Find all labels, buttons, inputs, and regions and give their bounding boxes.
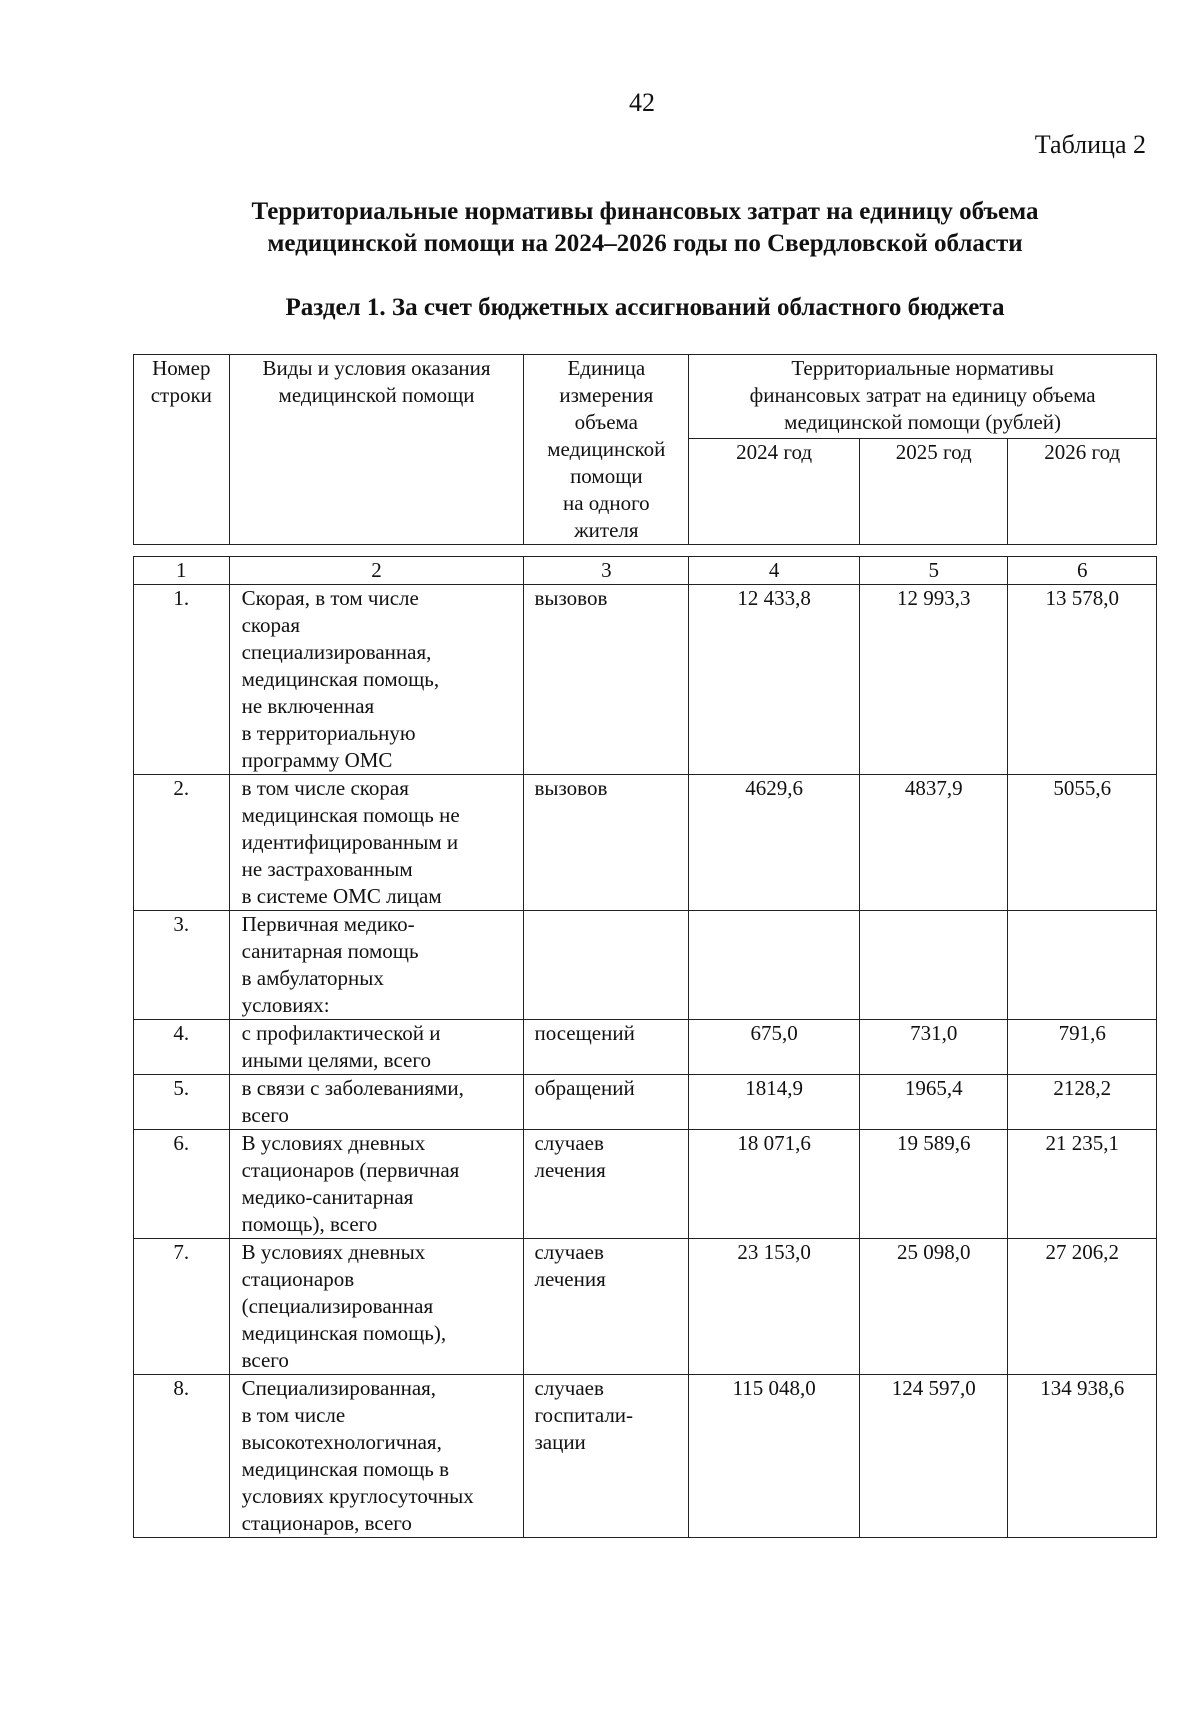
header-row-number — [134, 355, 230, 545]
row-value-2025: 124 597,0 — [860, 1375, 1008, 1538]
header-year-2025: 2025 год — [860, 438, 1008, 544]
row-number: 3. — [134, 911, 230, 1020]
table-body — [133, 556, 1157, 1538]
header-norms — [689, 355, 1157, 439]
cell-line: объема — [574, 410, 638, 434]
table-row — [134, 775, 1157, 911]
header-year-2024: 2024 год — [689, 438, 860, 544]
table-row — [134, 1130, 1157, 1239]
cell-line: медицинской — [547, 437, 666, 461]
row-value-2026: 5055,6 — [1008, 775, 1157, 911]
row-value-2024: 115 048,0 — [689, 1375, 860, 1538]
cell-line: программу ОМС — [241, 748, 393, 772]
row-unit — [524, 1075, 689, 1130]
column-number: 3 — [524, 557, 689, 585]
cell-line: на одного — [562, 491, 650, 515]
row-value-2024: 23 153,0 — [689, 1239, 860, 1375]
cell-line: медицинская помощь не — [241, 803, 460, 827]
cell-line: случаев — [534, 1376, 604, 1400]
row-value-2026: 791,6 — [1008, 1020, 1157, 1075]
cell-line: строки — [150, 383, 212, 407]
table-header — [133, 354, 1157, 545]
table-row — [134, 1375, 1157, 1538]
cell-line: измерения — [559, 383, 654, 407]
cell-line: помощь), всего — [241, 1212, 378, 1236]
row-value-2026: 2128,2 — [1008, 1075, 1157, 1130]
row-value-2024: 18 071,6 — [689, 1130, 860, 1239]
row-number: 7. — [134, 1239, 230, 1375]
row-value-2026: 21 235,1 — [1008, 1130, 1157, 1239]
cell-line: медико-санитарная — [241, 1185, 414, 1209]
cell-line: В условиях дневных — [241, 1240, 426, 1264]
cell-line: медицинской помощи — [278, 383, 475, 407]
cell-line: В условиях дневных — [241, 1131, 426, 1155]
cell-line: Территориальные нормативы — [791, 356, 1054, 380]
column-number-row — [134, 557, 1157, 585]
row-value-2026: 134 938,6 — [1008, 1375, 1157, 1538]
column-number: 6 — [1008, 557, 1157, 585]
row-value-2026: 13 578,0 — [1008, 585, 1157, 775]
cell-line: в связи с заболеваниями, — [241, 1076, 464, 1100]
cell-line: Скорая, в том числе — [241, 586, 419, 610]
title-line-1: Территориальные нормативы финансовых затрат на единицу объема — [251, 198, 1039, 225]
section-title: Раздел 1. За счет бюджетных ассигнований областного бюджета — [285, 294, 1005, 321]
row-unit — [524, 585, 689, 775]
cell-line: медицинской помощи (рублей) — [784, 410, 1062, 434]
cell-line: вызовов — [534, 586, 608, 610]
cell-line: не включенная — [241, 694, 375, 718]
row-value-2026 — [1008, 911, 1157, 1020]
row-value-2025 — [860, 911, 1008, 1020]
cell-line: зации — [534, 1430, 586, 1454]
cell-line: в системе ОМС лицам — [241, 884, 442, 908]
cell-line: медицинская помощь), — [241, 1321, 447, 1345]
title-line-2: медицинской помощи на 2024–2026 годы по Свердловской области — [267, 230, 1023, 257]
cell-line: Единица — [567, 356, 646, 380]
cell-line: медицинская помощь в — [241, 1457, 450, 1481]
cell-line: Специализированная, — [241, 1376, 437, 1400]
row-number: 1. — [134, 585, 230, 775]
row-unit — [524, 1130, 689, 1239]
cell-line: случаев — [534, 1131, 604, 1155]
column-number: 4 — [689, 557, 860, 585]
cell-line: случаев — [534, 1240, 604, 1264]
cell-line: обращений — [534, 1076, 635, 1100]
cell-line: стационаров, всего — [241, 1511, 412, 1535]
row-value-2025: 19 589,6 — [860, 1130, 1008, 1239]
row-name — [229, 1075, 524, 1130]
table-row — [134, 1239, 1157, 1375]
table-row — [134, 911, 1157, 1020]
row-value-2024: 12 433,8 — [689, 585, 860, 775]
table-row — [134, 585, 1157, 775]
cell-line: всего — [241, 1103, 289, 1127]
row-name — [229, 585, 524, 775]
cell-line: всего — [241, 1348, 289, 1372]
cell-line: жителя — [574, 518, 639, 542]
column-number: 1 — [134, 557, 230, 585]
row-number: 2. — [134, 775, 230, 911]
cell-line: Виды и условия оказания — [262, 356, 491, 380]
cell-line: иными целями, всего — [241, 1048, 431, 1072]
cell-line: стационаров (первичная — [241, 1158, 460, 1182]
cell-line: госпитали- — [534, 1403, 634, 1427]
cell-line: Первичная медико- — [241, 912, 415, 936]
cell-line: в том числе скорая — [241, 776, 409, 800]
row-unit — [524, 911, 689, 1020]
row-number: 5. — [134, 1075, 230, 1130]
row-name — [229, 911, 524, 1020]
row-value-2025: 12 993,3 — [860, 585, 1008, 775]
cell-line: санитарная помощь — [241, 939, 419, 963]
cell-line: идентифицированным и — [241, 830, 459, 854]
cell-line: в территориальную — [241, 721, 416, 745]
row-number: 8. — [134, 1375, 230, 1538]
cell-line: лечения — [534, 1267, 606, 1291]
row-unit — [524, 1239, 689, 1375]
cell-line: вызовов — [534, 776, 608, 800]
cell-line: скорая — [241, 613, 301, 637]
cell-line: посещений — [534, 1021, 635, 1045]
cell-line: помощи — [570, 464, 643, 488]
cell-line: (специализированная — [241, 1294, 434, 1318]
column-number: 5 — [860, 557, 1008, 585]
table-row — [134, 1020, 1157, 1075]
cell-line: финансовых затрат на единицу объема — [749, 383, 1096, 407]
row-name — [229, 1020, 524, 1075]
cell-line: высокотехнологичная, — [241, 1430, 442, 1454]
row-number: 4. — [134, 1020, 230, 1075]
row-value-2025: 25 098,0 — [860, 1239, 1008, 1375]
cell-line: условиях круглосуточных — [241, 1484, 474, 1508]
row-name — [229, 775, 524, 911]
column-number: 2 — [229, 557, 524, 585]
row-unit — [524, 775, 689, 911]
cell-line: стационаров — [241, 1267, 355, 1291]
row-unit — [524, 1375, 689, 1538]
header-types — [229, 355, 524, 545]
header-unit — [524, 355, 689, 545]
row-value-2024: 4629,6 — [689, 775, 860, 911]
table-row — [134, 1075, 1157, 1130]
cell-line: в том числе — [241, 1403, 346, 1427]
page-number: 42 — [629, 88, 655, 117]
cell-line: Номер — [152, 356, 211, 380]
row-name — [229, 1375, 524, 1538]
cell-line: медицинская помощь, — [241, 667, 440, 691]
row-name — [229, 1239, 524, 1375]
row-unit — [524, 1020, 689, 1075]
row-value-2024: 1814,9 — [689, 1075, 860, 1130]
cell-line: не застрахованным — [241, 857, 413, 881]
row-value-2026: 27 206,2 — [1008, 1239, 1157, 1375]
cell-line: специализированная, — [241, 640, 432, 664]
row-value-2024 — [689, 911, 860, 1020]
row-value-2024: 675,0 — [689, 1020, 860, 1075]
row-value-2025: 1965,4 — [860, 1075, 1008, 1130]
cell-line: лечения — [534, 1158, 606, 1182]
row-number: 6. — [134, 1130, 230, 1239]
table-label: Таблица 2 — [1034, 130, 1146, 159]
row-value-2025: 4837,9 — [860, 775, 1008, 911]
cell-line: с профилактической и — [241, 1021, 441, 1045]
document-title — [170, 196, 1120, 260]
header-year-2026: 2026 год — [1008, 438, 1157, 544]
cell-line: в амбулаторных — [241, 966, 384, 990]
row-name — [229, 1130, 524, 1239]
cell-line: условиях: — [241, 993, 330, 1017]
row-value-2025: 731,0 — [860, 1020, 1008, 1075]
